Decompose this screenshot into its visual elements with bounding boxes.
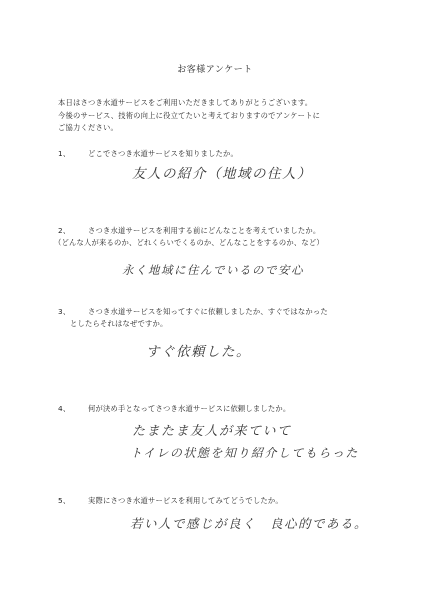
handwritten-answer-4-line-2: トイレの状態を知り紹介してもらった	[130, 446, 359, 460]
intro-line: 本日はさつき水道サービスをご利用いただきましてありがとうございます。	[58, 98, 313, 107]
handwritten-answer-3: すぐ依頼した。	[146, 344, 251, 360]
question-number: 4、	[58, 404, 71, 413]
question-number: 1、	[58, 149, 71, 158]
intro-paragraph	[58, 97, 388, 135]
question-text: どこでさつき水道サービスを知りましたか。	[88, 149, 238, 158]
question-number: 5、	[58, 496, 71, 505]
question-text: 実際にさつき水道サービスを利用してみてどうでしたか。	[88, 496, 283, 505]
intro-line: ご協力ください。	[58, 123, 118, 132]
question-continuation: としたらそれはなぜですか。	[70, 319, 168, 328]
question-text: さつき水道サービスを知ってすぐに依頼しましたか、すぐではなかった	[88, 307, 328, 316]
handwritten-answer-2: 永く地域に住んでいるので安心	[122, 263, 304, 277]
handwritten-answer-4-line-1: たまたま友人が来ていて	[132, 424, 292, 439]
question-number: 2、	[58, 226, 71, 235]
page-title: お客様アンケート	[177, 65, 253, 75]
handwritten-answer-1: 友人の紹介（地域の住人）	[132, 166, 312, 182]
question-text: さつき水道サービスを利用する前にどんなことを考えていましたか。	[88, 226, 321, 235]
intro-line: 今後のサービス、技術の向上に役立てたいと考えておりますのでアンケートに	[58, 110, 321, 120]
question-text: 何が決め手となってさつき水道サービスに依頼しましたか。	[88, 404, 291, 413]
question-subtext: （どんな人が来るのか、どれくらいでくるのか、どんなことをするのか、など）	[54, 238, 324, 247]
question-number: 3、	[58, 307, 71, 316]
handwritten-answer-5: 若い人で感じが良く 良心的である。	[130, 516, 369, 531]
